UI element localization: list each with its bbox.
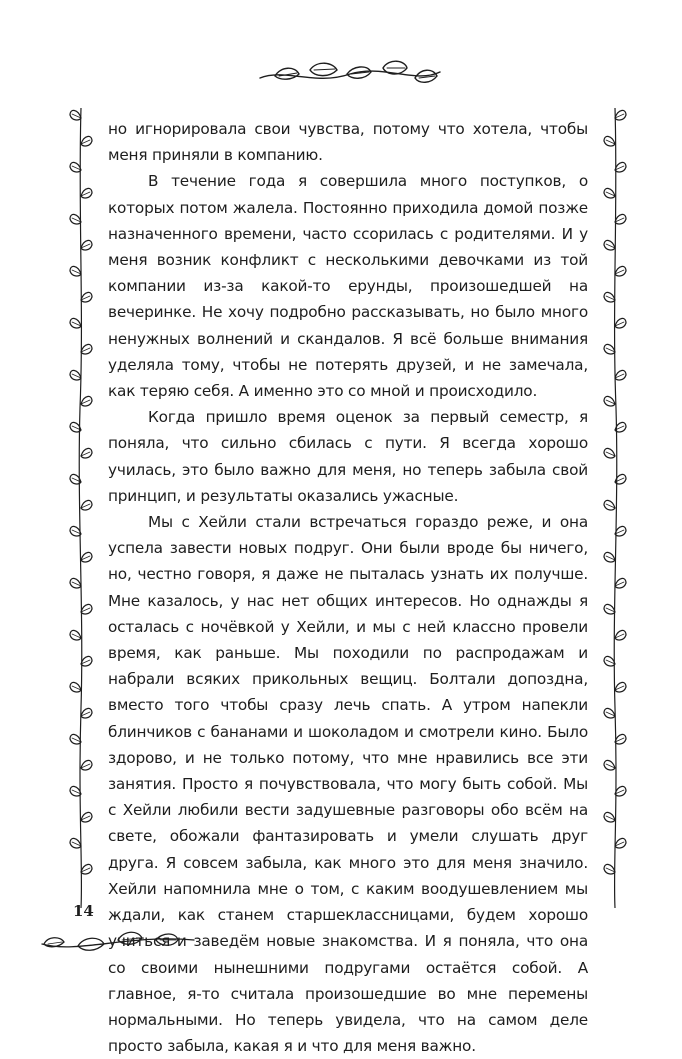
body-text (108, 116, 588, 1059)
paragraph-3: Когда пришло время оценок за первый семестр, я поняла, что сильно сбилась с пути. Я всегда хорошо училась, это было важно для меня, но теперь забыла свой принцип, и результаты оказались ужасные. (108, 408, 588, 505)
right-vine-ornament-icon (600, 108, 630, 908)
paragraph-2: В течение года я совершила много поступков, о которых потом жалела. Постоянно приходила домой позже назначенного времени, часто ссорилась с родителями. И у меня возник конфликт с несколькими девочками из той компании из-за какой-то ерунды, произошедшей на вечеринке. Не хочу подробно рассказывать, но было много ненужных волнений и скандалов. Я всё больше внимания уделяла тому, чтобы не потерять друзей, и не замечала, как теряю себя. А именно это со мной и происходило. (108, 172, 588, 401)
top-leaf-ornament-icon (255, 56, 445, 96)
bottom-leaf-ornament-icon (38, 924, 198, 960)
left-vine-ornament-icon (66, 108, 96, 908)
paragraph-4: Мы с Хейли стали встречаться гораздо реже, и она успела завести новых подруг. Они были вроде бы ничего, но, честно говоря, я даже не пыталась узнать их получше. Мне казалось, у нас нет общих интересов. Но однажды я осталась с ночёвкой у Хейли, и мы с ней классно провели время, как раньше. Мы походили по распродажам и набрали всяких прикольных вещиц. Болтали допоздна, вместо того чтобы сразу лечь спать. А утром напекли блинчиков с бананами и шоколадом и смотрели кино. Было здорово, и не только потому, что мне нравились все эти занятия. Просто я почувствовала, что могу быть собой. Мы с Хейли любили вести задушевные разговоры обо всём на свете, обожали фантазировать и умели слушать друг друга. Я совсем забыла, как много это для меня значило. Хейли напомнила мне о том, с каким воодушевлением мы ждали, как станем старшеклассницами, будем хорошо учиться и заведём новые знакомства. И я поняла, что она со своими нынешними подругами остаётся собой. А главное, я-то считала произошедшие во мне перемены нормальными. Но теперь увидела, что на самом деле просто забыла, какая я и что для меня важно. (108, 513, 588, 1056)
page-number: 14 (73, 902, 94, 920)
paragraph-1: но игнорировала свои чувства, потому что хотела, чтобы меня приняли в компанию. (108, 120, 588, 165)
